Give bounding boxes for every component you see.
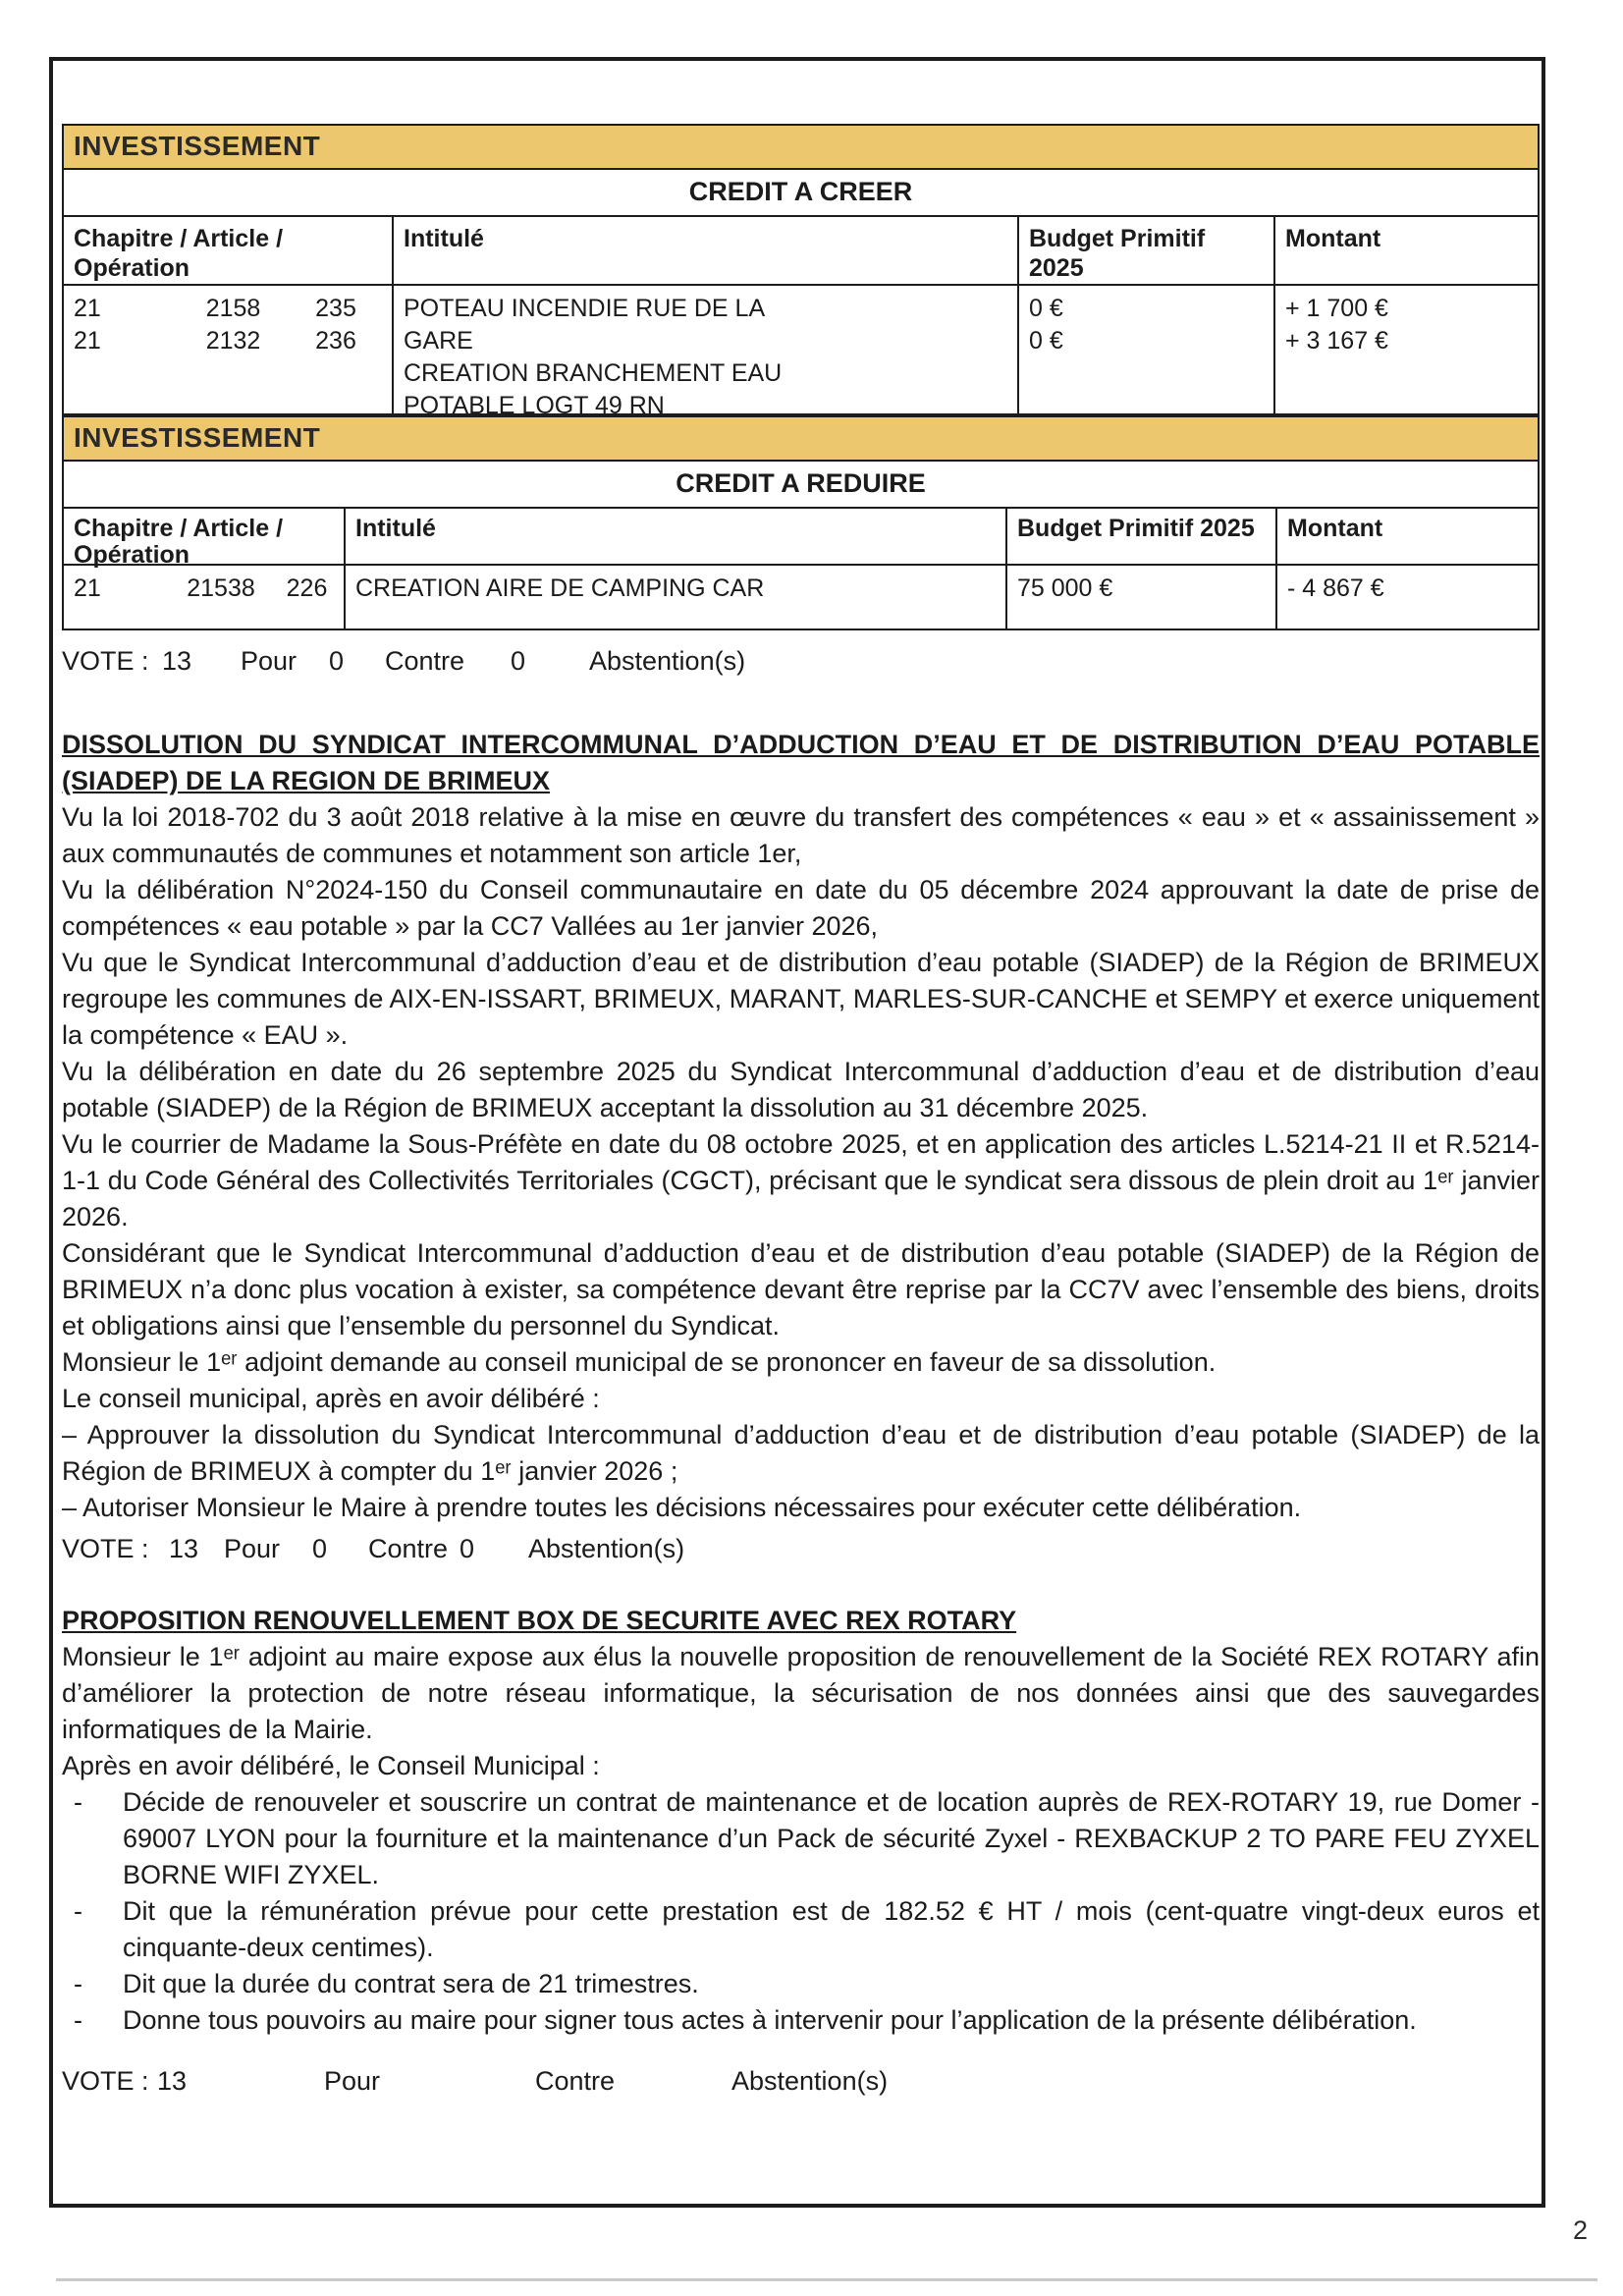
cell-chapitre [64, 566, 346, 629]
investissement-band-2 [62, 415, 1540, 462]
contre-word: Contre [535, 2066, 616, 2096]
operation-value: 236 [315, 327, 356, 355]
paragraph: – Autoriser Monsieur le Maire à prendre toutes les décisions nécessaires pour exécuter cette délibération. [62, 1493, 1302, 1522]
intitule-line: POTABLE LOGT 49 RN [404, 392, 665, 419]
pour-word: Pour [241, 646, 298, 676]
pour-count: 13 [157, 2066, 188, 2096]
operation-value: 235 [315, 295, 356, 322]
contre-word: Contre [368, 1534, 449, 1563]
contre-count: 0 [329, 646, 345, 676]
pour-word: Pour [224, 1534, 281, 1563]
article-value: 2158 [205, 295, 261, 322]
document-border-box [49, 57, 1545, 2208]
paragraph: Considérant que le Syndicat Intercommunal d’adduction d’eau et de distribution d’eau potable (SIADEP) de la Région de BRIMEUX n’a donc plus vocation à exister, sa compétence devant être reprise par la CC7V avec l’ensemble des biens, droits et obligations ainsi que l’ensemble du personnel du Syndicat. [62, 1238, 1540, 1340]
budget-value: 0 € [1029, 327, 1063, 355]
cell-intitule [394, 286, 1019, 419]
cell-montant [1275, 286, 1538, 413]
intitule-line: GARE [404, 327, 473, 355]
table-header-row [62, 217, 1540, 286]
abstention-word: Abstention(s) [731, 2066, 889, 2096]
abstention-count: 0 [511, 646, 526, 676]
col-header-intitule: Intitulé [394, 217, 1019, 284]
paragraph: Vu la loi 2018-702 du 3 août 2018 relative à la mise en œuvre du transfert des compétences « eau » et « assainissement » aux communautés de communes et notamment son article 1er, [62, 802, 1540, 868]
bullet-item: - Dit que la rémunération prévue pour cette prestation est de 182.52 € HT / mois (cent-quatre vingt-deux euros et cinquante-deux centimes). [62, 1893, 1540, 1966]
paragraph: Après en avoir délibéré, le Conseil Municipal : [62, 1751, 600, 1780]
col-header-budget: Budget Primitif 2025 [1007, 509, 1277, 564]
band-label: INVESTISSEMENT [74, 422, 321, 453]
pour-count: 13 [162, 646, 192, 676]
credit-a-creer-table [62, 124, 1540, 419]
investissement-band-1 [62, 124, 1540, 170]
paragraph: – Approuver la dissolution du Syndicat Intercommunal d’adduction d’eau et de distribution d’eau potable (SIADEP) de la Région de BRIMEUX à compter du 1ᵉʳ janvier 2026 ; [62, 1420, 1540, 1486]
abstention-word: Abstention(s) [528, 1534, 685, 1563]
paragraph: Vu la délibération en date du 26 septembre 2025 du Syndicat Intercommunal d’adduction d’eau et de distribution d’eau potable (SIADEP) de la Région de BRIMEUX acceptant la dissolution au 31 décembre 2025. [62, 1057, 1540, 1122]
band-label: INVESTISSEMENT [74, 131, 321, 161]
cell-chapitre [64, 286, 394, 413]
chapitre-line [74, 573, 334, 605]
vote-label: VOTE : [62, 1534, 149, 1563]
bullet-item: - Donne tous pouvoirs au maire pour signer tous actes à intervenir pour l’application de la présente délibération. [62, 2002, 1540, 2039]
vote-label: VOTE : [62, 2066, 149, 2096]
vote-row [62, 1534, 1540, 1573]
budget-value: 75 000 € [1017, 574, 1113, 602]
paragraph: Vu que le Syndicat Intercommunal d’adduction d’eau et de distribution d’eau potable (SIADEP) de la Région de BRIMEUX regroupe les communes de AIX-EN-ISSART, BRIMEUX, MARANT, MARLES-SUR-CANCHE et SEMPY et exerce uniquement la compétence « EAU ». [62, 948, 1540, 1050]
col-header-chapitre: Chapitre / Article / Opération [64, 509, 346, 564]
intitule-line: POTEAU INCENDIE RUE DE LA [404, 295, 766, 322]
section-heading: DISSOLUTION DU SYNDICAT INTERCOMMUNAL D’ADDUCTION D’EAU ET DE DISTRIBUTION D’EAU POTABLE (SIADEP) DE LA REGION DE BRIMEUX [62, 730, 1540, 795]
montant-value: + 1 700 € [1285, 295, 1388, 322]
table-title: CREDIT A CREER [62, 170, 1540, 217]
montant-value: - 4 867 € [1287, 574, 1384, 602]
article-value: 2132 [205, 327, 261, 355]
bullet-item: - Décide de renouveler et souscrire un contrat de maintenance et de location auprès de REX-ROTARY 19, rue Domer - 69007 LYON pour la fourniture et la maintenance d’un Pack de sécurité Zyxel - REXBACKUP 2 TO PARE FEU ZYXEL BORNE WIFI ZYXEL. [62, 1784, 1540, 1893]
vote-row [62, 646, 1540, 685]
col-header-montant: Montant [1287, 515, 1383, 542]
paragraph: Monsieur le 1ᵉʳ adjoint demande au conseil municipal de se prononcer en faveur de sa dissolution. [62, 1347, 1217, 1377]
chapitre-value: 21 [74, 295, 101, 322]
pour-count: 13 [169, 1534, 199, 1563]
cell-budget [1007, 566, 1277, 629]
paragraph: Vu le courrier de Madame la Sous-Préfète en date du 08 octobre 2025, et en application des articles L.5214-21 II et R.5214-1-1 du Code Général des Collectivités Territoriales (CGCT), précisant que le syndicat sera dissous de plein droit au 1ᵉʳ janvier 2026. [62, 1129, 1540, 1231]
section-box-securite-rex-rotary [62, 1603, 1540, 2039]
intitule-line: CREATION AIRE DE CAMPING CAR [355, 574, 765, 602]
cell-intitule [346, 566, 1007, 629]
section-dissolution-siadep [62, 727, 1540, 1526]
page-number: 2 [1573, 2215, 1589, 2245]
operation-value: 226 [286, 574, 328, 602]
chapitre-value: 21 [74, 574, 101, 602]
vote-label: VOTE : [62, 646, 149, 676]
chapitre-line [74, 293, 382, 325]
col-header-intitule: Intitulé [346, 509, 1007, 564]
vote-row [62, 2066, 1540, 2105]
chapitre-line [74, 325, 382, 357]
budget-value: 0 € [1029, 295, 1063, 322]
cell-montant [1277, 566, 1538, 629]
montant-value: + 3 167 € [1285, 327, 1388, 355]
col-header-montant: Montant [1285, 225, 1381, 252]
article-value: 21538 [187, 574, 255, 602]
paragraph: Vu la délibération N°2024-150 du Conseil communautaire en date du 05 décembre 2024 approuvant la date de prise de compétences « eau potable » par la CC7 Vallées au 1er janvier 2026, [62, 875, 1540, 941]
section-heading: PROPOSITION RENOUVELLEMENT BOX DE SECURITE AVEC REX ROTARY [62, 1606, 1017, 1635]
abstention-word: Abstention(s) [589, 646, 746, 676]
table-title: CREDIT A REDUIRE [62, 462, 1540, 509]
cell-budget [1019, 286, 1275, 413]
pour-word: Pour [324, 2066, 381, 2096]
col-header-chapitre: Chapitre / Article / Opération [64, 217, 394, 284]
abstention-count: 0 [460, 1534, 475, 1563]
credit-a-reduire-table [62, 415, 1540, 630]
contre-word: Contre [385, 646, 465, 676]
contre-count: 0 [312, 1534, 328, 1563]
paragraph: Monsieur le 1ᵉʳ adjoint au maire expose aux élus la nouvelle proposition de renouvellement de la Société REX ROTARY afin d’améliorer la protection de notre réseau informatique, la sécurisation de nos données ainsi que des sauvegardes informatiques de la Mairie. [62, 1642, 1540, 1744]
intitule-line: CREATION BRANCHEMENT EAU [404, 359, 783, 387]
table-data-row [62, 566, 1540, 630]
chapitre-value: 21 [74, 327, 101, 355]
col-header-budget: Budget Primitif 2025 [1019, 217, 1275, 284]
document-content [62, 124, 1540, 2105]
table-data-row [62, 286, 1540, 419]
bullet-item: - Dit que la durée du contrat sera de 21 trimestres. [62, 1966, 1540, 2002]
table-header-row [62, 509, 1540, 569]
paragraph: Le conseil municipal, après en avoir délibéré : [62, 1384, 600, 1413]
footer-scan-line [56, 2278, 1597, 2281]
